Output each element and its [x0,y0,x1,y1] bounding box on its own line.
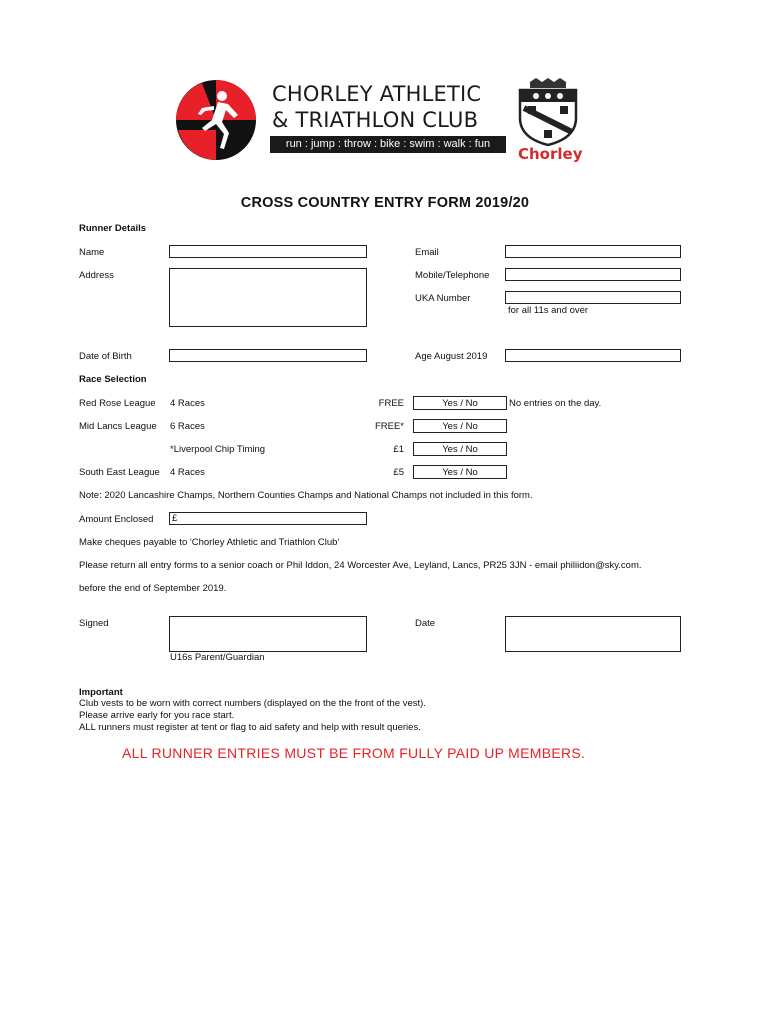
date-label: Date [415,618,436,629]
runner-details-heading: Runner Details [79,223,147,234]
race-price: FREE [378,398,404,409]
town-name: Chorley [518,145,583,163]
race-price: £5 [393,467,404,478]
signature-field[interactable] [169,616,367,652]
deadline-text: before the end of September 2019. [79,583,227,594]
guardian-note: U16s Parent/Guardian [170,652,265,663]
signed-label: Signed [79,618,109,629]
date-field[interactable] [505,616,681,652]
important-line: Club vests to be worn with correct numbers (displayed on the the front of the vest). [79,698,426,709]
mobile-field[interactable] [505,268,681,281]
league-name: Mid Lancs League [79,421,157,432]
name-field[interactable] [169,245,367,258]
important-heading: Important [79,687,123,698]
club-logo-runner-icon [172,78,260,162]
league-name: South East League [79,467,160,478]
return-forms-text: Please return all entry forms to a senior coach or Phil Iddon, 24 Worcester Ave, Leyland, Lancs, PR25 3JN - email philiidon@sky.com. [79,560,642,571]
mobile-label: Mobile/Telephone [415,270,490,281]
race-count: 4 Races [170,467,205,478]
form-title: CROSS COUNTRY ENTRY FORM 2019/20 [240,195,530,211]
yes-no-choice[interactable]: Yes / No [413,419,507,433]
race-selection-heading: Race Selection [79,374,147,385]
no-entries-note: No entries on the day. [509,398,602,409]
race-count: 6 Races [170,421,205,432]
uka-note: for all 11s and over [508,305,589,316]
race-count: 4 Races [170,398,205,409]
address-label: Address [79,270,114,281]
club-tagline: run : jump : throw : bike : swim : walk : fun [270,136,506,153]
uka-number-field[interactable] [505,291,681,304]
race-price: FREE* [374,421,404,432]
email-label: Email [415,247,439,258]
league-name: Red Rose League [79,398,156,409]
chorley-crest-icon [516,78,580,146]
amount-enclosed-label: Amount Enclosed [79,514,154,525]
age-august-label: Age August 2019 [415,351,488,362]
yes-no-choice[interactable]: Yes / No [413,396,507,410]
important-line: Please arrive early for you race start. [79,710,235,721]
address-field[interactable] [169,268,367,327]
race-count: *Liverpool Chip Timing [170,444,266,455]
uka-number-label: UKA Number [415,293,471,304]
club-name-line2: & TRIATHLON CLUB [272,108,479,132]
yes-no-choice[interactable]: Yes / No [413,442,507,456]
email-field[interactable] [505,245,681,258]
race-price: £1 [393,444,404,455]
cheques-payable-text: Make cheques payable to 'Chorley Athletic and Triathlon Club' [79,537,340,548]
age-august-field[interactable] [505,349,681,362]
dob-field[interactable] [169,349,367,362]
paid-members-warning: ALL RUNNER ENTRIES MUST BE FROM FULLY PAID UP MEMBERS. [122,745,586,761]
amount-enclosed-field[interactable]: £ [169,512,367,525]
name-label: Name [79,247,105,258]
yes-no-choice[interactable]: Yes / No [413,465,507,479]
important-line: ALL runners must register at tent or flag to aid safety and help with result queries. [79,722,421,733]
dob-label: Date of Birth [79,351,132,362]
champs-note: Note: 2020 Lancashire Champs, Northern Counties Champs and National Champs not included in this form. [79,490,533,501]
club-name-line1: CHORLEY ATHLETIC [272,82,482,106]
